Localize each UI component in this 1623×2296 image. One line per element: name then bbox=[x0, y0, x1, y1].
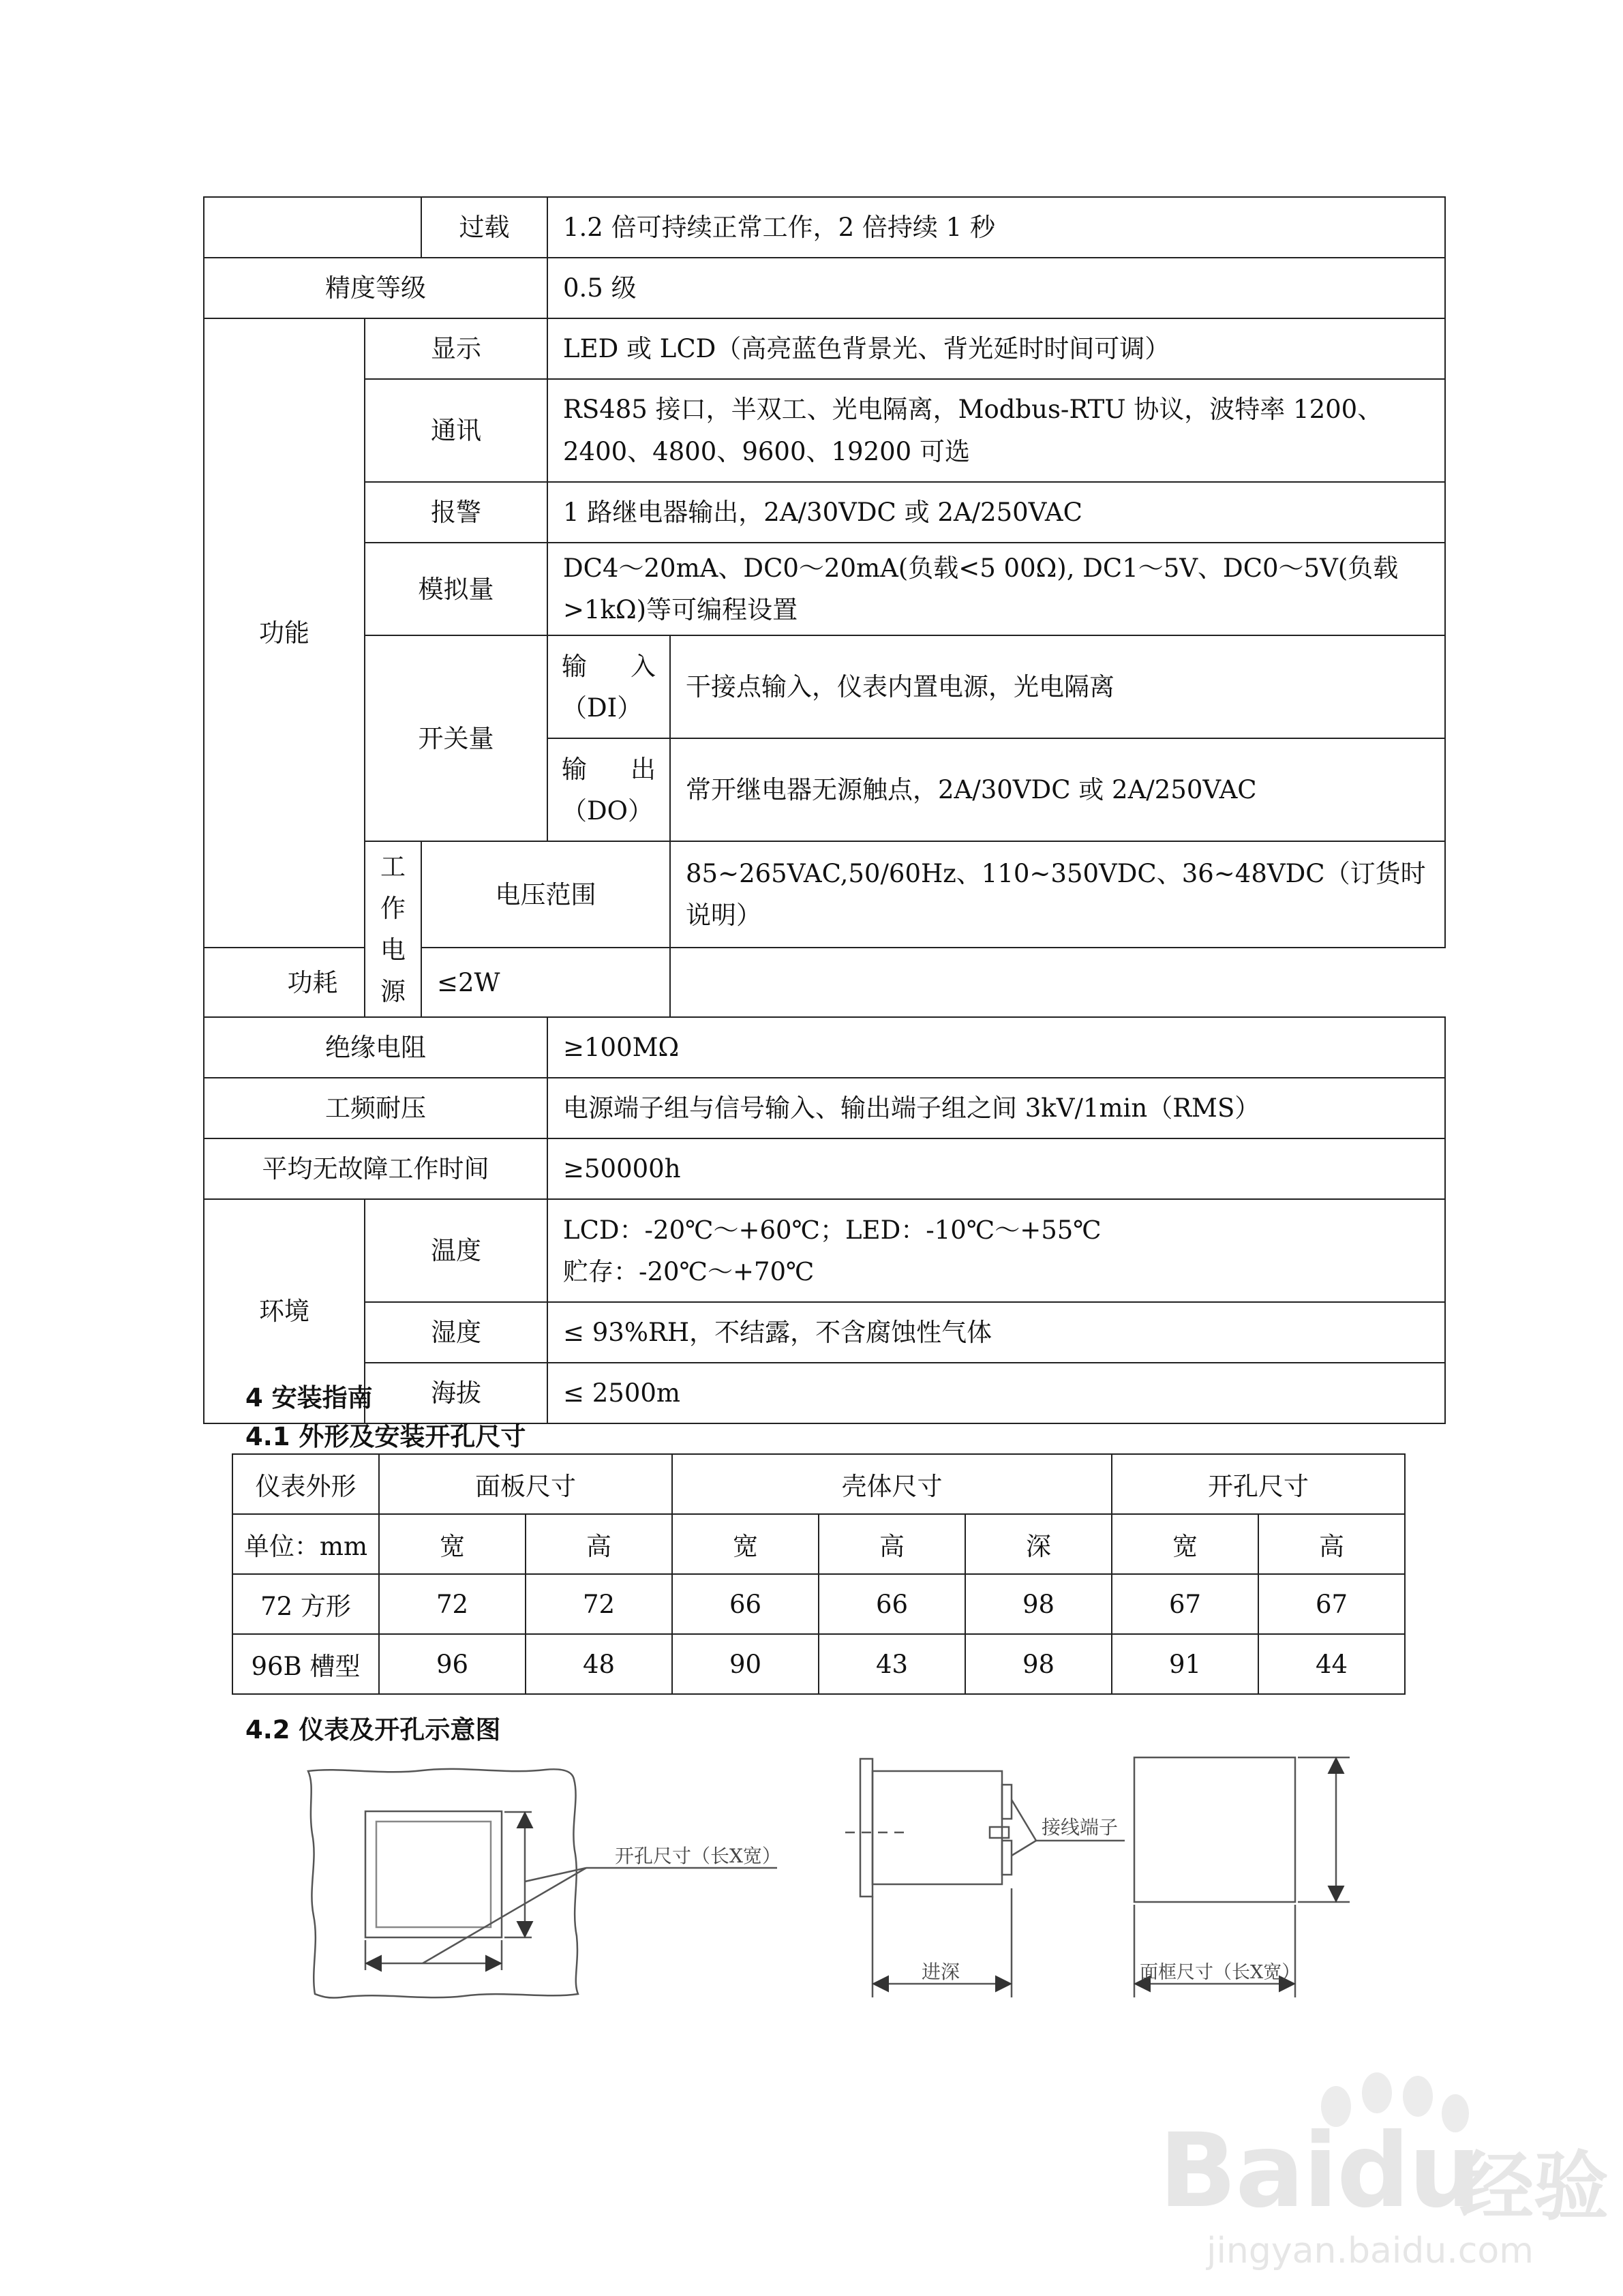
temperature-value: LCD：-20℃～+60℃；LED：-10℃～+55℃ 贮存：-20℃～+70℃ bbox=[547, 1199, 1445, 1302]
power-label: 工作电源 bbox=[365, 841, 421, 1017]
spec-cell-empty bbox=[204, 197, 421, 258]
cutout-size-label: 开孔尺寸（长X宽） bbox=[615, 1845, 781, 1867]
panel-cutout-drawing bbox=[308, 1769, 777, 1998]
terminal-leader-1 bbox=[1012, 1800, 1036, 1841]
dim-cell: 66 bbox=[672, 1574, 819, 1634]
spec-table bbox=[203, 196, 1446, 1424]
dimension-table bbox=[232, 1453, 1406, 1695]
dim-sub-housing-depth: 深 bbox=[965, 1514, 1112, 1574]
comm-value: RS485 接口，半双工、光电隔离，Modbus-RTU 协议，波特率 1200、2400、4800、9600、19200 可选 bbox=[547, 379, 1445, 482]
voltage-label: 电压范围 bbox=[421, 841, 670, 948]
mtbf-label: 平均无故障工作时间 bbox=[204, 1138, 547, 1199]
watermark-url: jingyan.baidu.com bbox=[1207, 2231, 1534, 2271]
frame-size-label: 面框尺寸（长X宽） bbox=[1140, 1962, 1301, 1983]
section-4-heading: 4 安装指南 bbox=[245, 1383, 373, 1413]
accuracy-label: 精度等级 bbox=[204, 258, 547, 318]
accuracy-value: 0.5 级 bbox=[547, 258, 1445, 318]
terminal-label: 接线端子 bbox=[1042, 1816, 1119, 1839]
function-label: 功能 bbox=[204, 318, 365, 948]
dim-cell: 72 bbox=[526, 1574, 672, 1634]
terminal-leader-2 bbox=[1012, 1841, 1036, 1856]
watermark-product: 经验 bbox=[1459, 2143, 1609, 2231]
dim-cell: 98 bbox=[965, 1574, 1112, 1634]
environment-label: 环境 bbox=[204, 1199, 365, 1423]
overload-label: 过载 bbox=[421, 197, 547, 258]
dim-header-cutout: 开孔尺寸 bbox=[1112, 1454, 1405, 1514]
temperature-label: 温度 bbox=[365, 1199, 547, 1302]
consumption-label: 功耗 bbox=[204, 948, 421, 1017]
cutout-inner bbox=[376, 1822, 491, 1927]
insulation-value: ≥100MΩ bbox=[547, 1017, 1445, 1078]
dim-cell: 72 bbox=[379, 1574, 526, 1634]
cutout-leader-1 bbox=[423, 1868, 586, 1963]
dim-sub-panel-width: 宽 bbox=[379, 1514, 526, 1574]
alarm-value: 1 路继电器输出，2A/30VDC 或 2A/250VAC bbox=[547, 482, 1445, 543]
dim-cell: 67 bbox=[1258, 1574, 1405, 1634]
cutout-hole bbox=[365, 1811, 502, 1937]
depth-label: 进深 bbox=[922, 1961, 960, 1983]
voltage-value: 85~265VAC,50/60Hz、110~350VDC、36~48VDC（订货时说明） bbox=[670, 841, 1445, 948]
terminal-block-bottom bbox=[1002, 1841, 1012, 1875]
do-value: 常开继电器无源触点，2A/30VDC 或 2A/250VAC bbox=[670, 738, 1445, 841]
dim-header-housing: 壳体尺寸 bbox=[672, 1454, 1112, 1514]
dim-header-shape: 仪表外形 bbox=[232, 1454, 379, 1514]
di-label: 输 入 （DI） bbox=[547, 635, 670, 738]
altitude-value: ≤ 2500m bbox=[547, 1363, 1445, 1423]
dim-sub-cutout-height: 高 bbox=[1258, 1514, 1405, 1574]
dim-header-panel: 面板尺寸 bbox=[379, 1454, 672, 1514]
dim-cell: 44 bbox=[1258, 1634, 1405, 1694]
consumption-value: ≤2W bbox=[421, 948, 670, 1017]
analog-label: 模拟量 bbox=[365, 543, 547, 635]
insulation-label: 绝缘电阻 bbox=[204, 1017, 547, 1078]
dim-cell: 72 方形 bbox=[232, 1574, 379, 1634]
dim-cell: 96 bbox=[379, 1634, 526, 1694]
di-value: 干接点输入，仪表内置电源，光电隔离 bbox=[670, 635, 1445, 738]
dim-sub-housing-width: 宽 bbox=[672, 1514, 819, 1574]
withstand-value: 电源端子组与信号输入、输出端子组之间 3kV/1min（RMS） bbox=[547, 1078, 1445, 1138]
housing-body bbox=[873, 1771, 1002, 1884]
display-value: LED 或 LCD（高亮蓝色背景光、背光延时时间可调） bbox=[547, 318, 1445, 379]
front-frame bbox=[1134, 1757, 1295, 1902]
withstand-label: 工频耐压 bbox=[204, 1078, 547, 1138]
dim-cell: 48 bbox=[526, 1634, 672, 1694]
display-label: 显示 bbox=[365, 318, 547, 379]
table-row bbox=[232, 1574, 1405, 1634]
front-bezel bbox=[860, 1759, 873, 1897]
dim-cell: 98 bbox=[965, 1634, 1112, 1694]
dim-cell: 90 bbox=[672, 1634, 819, 1694]
dim-cell: 96B 槽型 bbox=[232, 1634, 379, 1694]
connector bbox=[990, 1827, 1009, 1838]
watermark-brand: Baidu bbox=[1159, 2112, 1481, 2231]
section-4-2-heading: 4.2 仪表及开孔示意图 bbox=[245, 1715, 501, 1744]
overload-value: 1.2 倍可持续正常工作，2 倍持续 1 秒 bbox=[547, 197, 1445, 258]
dim-cell: 91 bbox=[1112, 1634, 1258, 1694]
mtbf-value: ≥50000h bbox=[547, 1138, 1445, 1199]
comm-label: 通讯 bbox=[365, 379, 547, 482]
alarm-label: 报警 bbox=[365, 482, 547, 543]
dim-unit: 单位：mm bbox=[232, 1514, 379, 1574]
dim-cell: 43 bbox=[819, 1634, 965, 1694]
analog-value: DC4～20mA、DC0～20mA(负载<5 00Ω), DC1～5V、DC0～5V(负载>1kΩ)等可编程设置 bbox=[547, 543, 1445, 635]
section-4-1-heading: 4.1 外形及安装开孔尺寸 bbox=[245, 1422, 526, 1451]
dim-cell: 67 bbox=[1112, 1574, 1258, 1634]
dim-sub-panel-height: 高 bbox=[526, 1514, 672, 1574]
humidity-value: ≤ 93%RH，不结露，不含腐蚀性气体 bbox=[547, 1302, 1445, 1363]
altitude-label: 海拔 bbox=[365, 1363, 547, 1423]
dim-cell: 66 bbox=[819, 1574, 965, 1634]
humidity-label: 湿度 bbox=[365, 1302, 547, 1363]
dim-sub-housing-height: 高 bbox=[819, 1514, 965, 1574]
installation-diagram bbox=[0, 1745, 1623, 2031]
table-row bbox=[232, 1634, 1405, 1694]
dim-sub-cutout-width: 宽 bbox=[1112, 1514, 1258, 1574]
instrument-side-view bbox=[845, 1759, 1125, 1997]
do-label: 输 出 （DO） bbox=[547, 738, 670, 841]
terminal-block-top bbox=[1002, 1785, 1012, 1819]
switch-label: 开关量 bbox=[365, 635, 547, 841]
